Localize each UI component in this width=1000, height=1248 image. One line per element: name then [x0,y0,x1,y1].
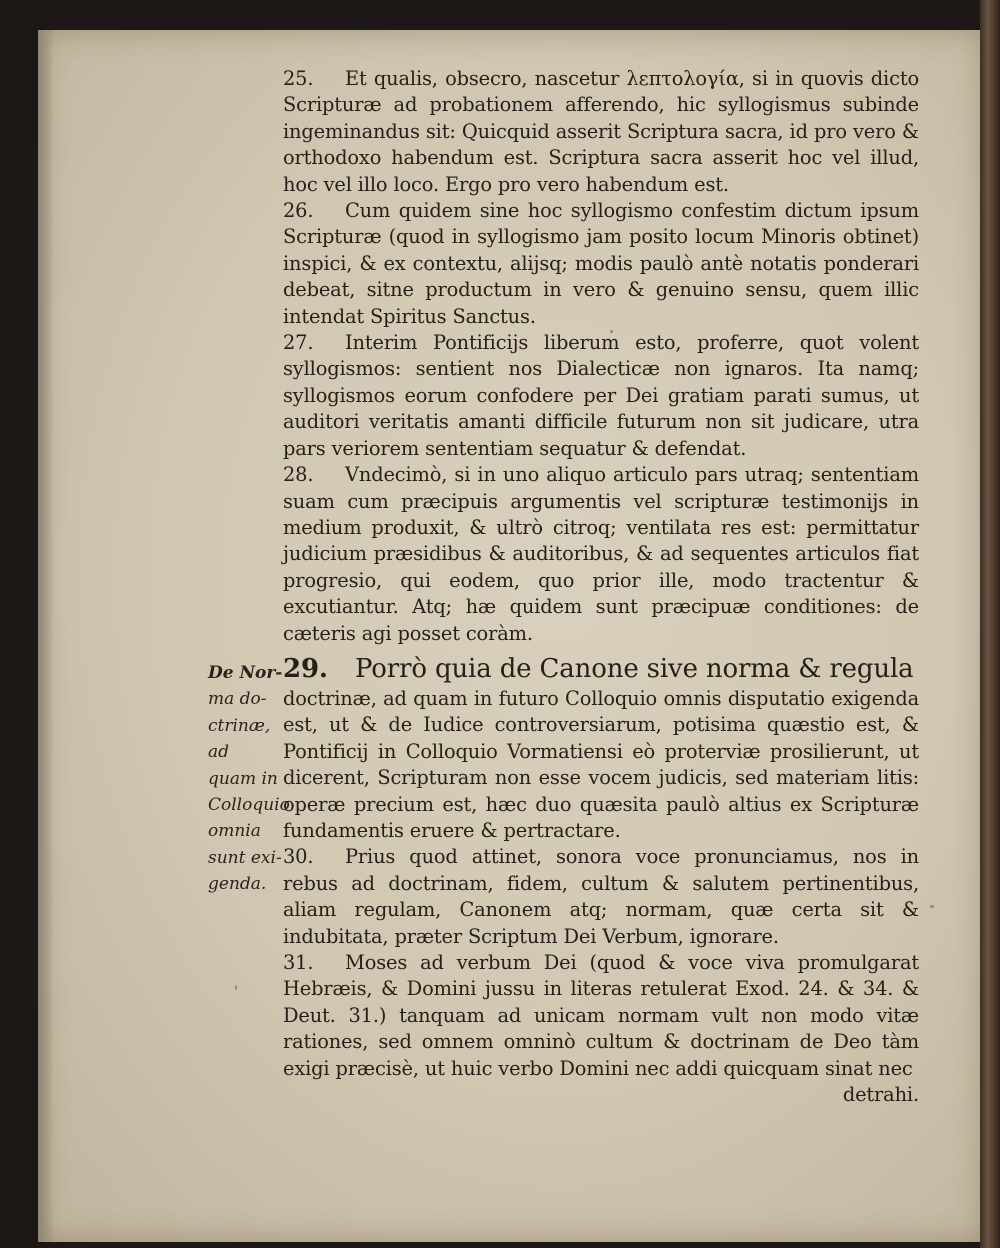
paragraph-text: Interim Pontificijs liberum esto, proferre, quot volent syllogismos: sentient nos Dialecticæ non ignaros. Ita namq; syllogismos eorum confodere per Dei gratiam parati sumus, ut auditori veritatis amanti difficile futurum non sit judicare, utra pars veriorem sententiam sequatur & defendat. [283,331,919,460]
book-edge [980,0,1000,1248]
paragraph-number: 26. [283,199,314,223]
paragraph-lead: Porrò quia de Canone sive norma & regula [355,653,914,684]
margin-note-line: De Nor- [208,663,283,683]
paragraph-number: 30. [283,845,314,869]
paragraph-number: 31. [283,951,314,974]
paragraph-30 [283,844,919,950]
paragraph-27 [283,330,919,462]
paragraph-text: Cum quidem sine hoc syllogismo confestim dictum ipsum Scripturæ (quod in syllogismo jam posito locum Minoris obtinet) inspici, & ex contextu, alijsq; modis paulò antè notatis ponderari debeat, sitne productum in vero & genuino sensu, quem illic intendat Spiritus Sanctus. [283,199,919,328]
margin-note-line: quam in [208,768,278,789]
margin-note [208,660,290,898]
margin-note-line: sunt exi- [208,847,282,868]
catchword: detrahi. [842,1083,919,1107]
paragraph-28 [283,462,919,647]
paragraph-29 [283,686,919,844]
paragraph-31 [283,950,919,1082]
paragraph-text: Et qualis, obsecro, nascetur λεπτολογία, si in quovis dicto Scripturæ ad probationem afferendo, hic syllogismus subinde ingeminandus sit: Quicquid asserit Scriptura sacra, id pro vero & orthodoxo habendum est. Scriptura sacra asserit hoc vel illud, hoc vel illo loco. Ergo pro vero habendum est. [283,67,919,196]
paragraph-number: 25. [283,67,314,90]
main-text-block [283,66,919,1108]
paper-speck [930,905,934,908]
paragraph-number: 29. [283,653,328,684]
margin-note-line: ma do- [208,689,267,710]
paragraph-text: Prius quod attinet, sonora voce pronunciamus, nos in rebus ad doctrinam, fidem, cultum & salutem pertinentibus, aliam regulam, Canonem atq; normam, quæ certa sit & indubitata, præter Scriptum Dei Verbum, ignorare. [283,845,919,948]
page-gutter-shadow [38,30,54,1242]
paragraph-29-heading-line [283,653,919,686]
paragraph-26 [283,198,919,330]
margin-note-line: Colloquio [208,795,290,816]
paragraph-text: Moses ad verbum Dei (quod & voce viva promulgarat Hebræis, & Domini jussu in literas retulerat Exod. 24. & 34. & Deut. 31.) tanquam ad unicam normam vult non modo vitæ rationes, sed omnem omninò cultum & doctrinam de Deo tàm exigi præcisè, ut huic verbo Domini nec addi quicquam sinat nec [283,951,919,1080]
margin-note-line: omnia [208,821,261,842]
paragraph-number: 27. [283,331,314,355]
paragraph-number: 28. [283,463,314,487]
paragraph-text: Vndecimò, si in uno aliquo articulo pars utraq; sententiam suam cum præcipuis argumentis vel scripturæ testimonijs in medium produxit, & ultrò citroq; ventilata res est: permittatur judicium præsidibus & auditoribus, & ad sequentes articulos fiat progresio, qui eodem, quo prior ille, modo tractentur & excutiantur. Atq; hæ quidem sunt præcipuæ conditiones: de cæteris agi posset coràm. [283,463,919,645]
paragraph-text: doctrinæ, ad quam in futuro Colloquio omnis disputatio exigenda est, ut & de Iudice controversiarum, potisima quæstio est, & Pontificij in Colloquio Vormatiensi eò proterviæ prosilierunt, ut dicerent, Scripturam non esse vocem judicis, sed materiam litis: operæ precium est, hæc duo quæsita paulò altius ex Scripturæ fundamentis eruere & pertractare. [283,686,919,842]
paragraph-25 [283,66,919,198]
margin-note-line: genda. [208,874,267,895]
margin-note-line: ctrinæ, ad [208,715,271,763]
paper-speck [235,985,237,990]
